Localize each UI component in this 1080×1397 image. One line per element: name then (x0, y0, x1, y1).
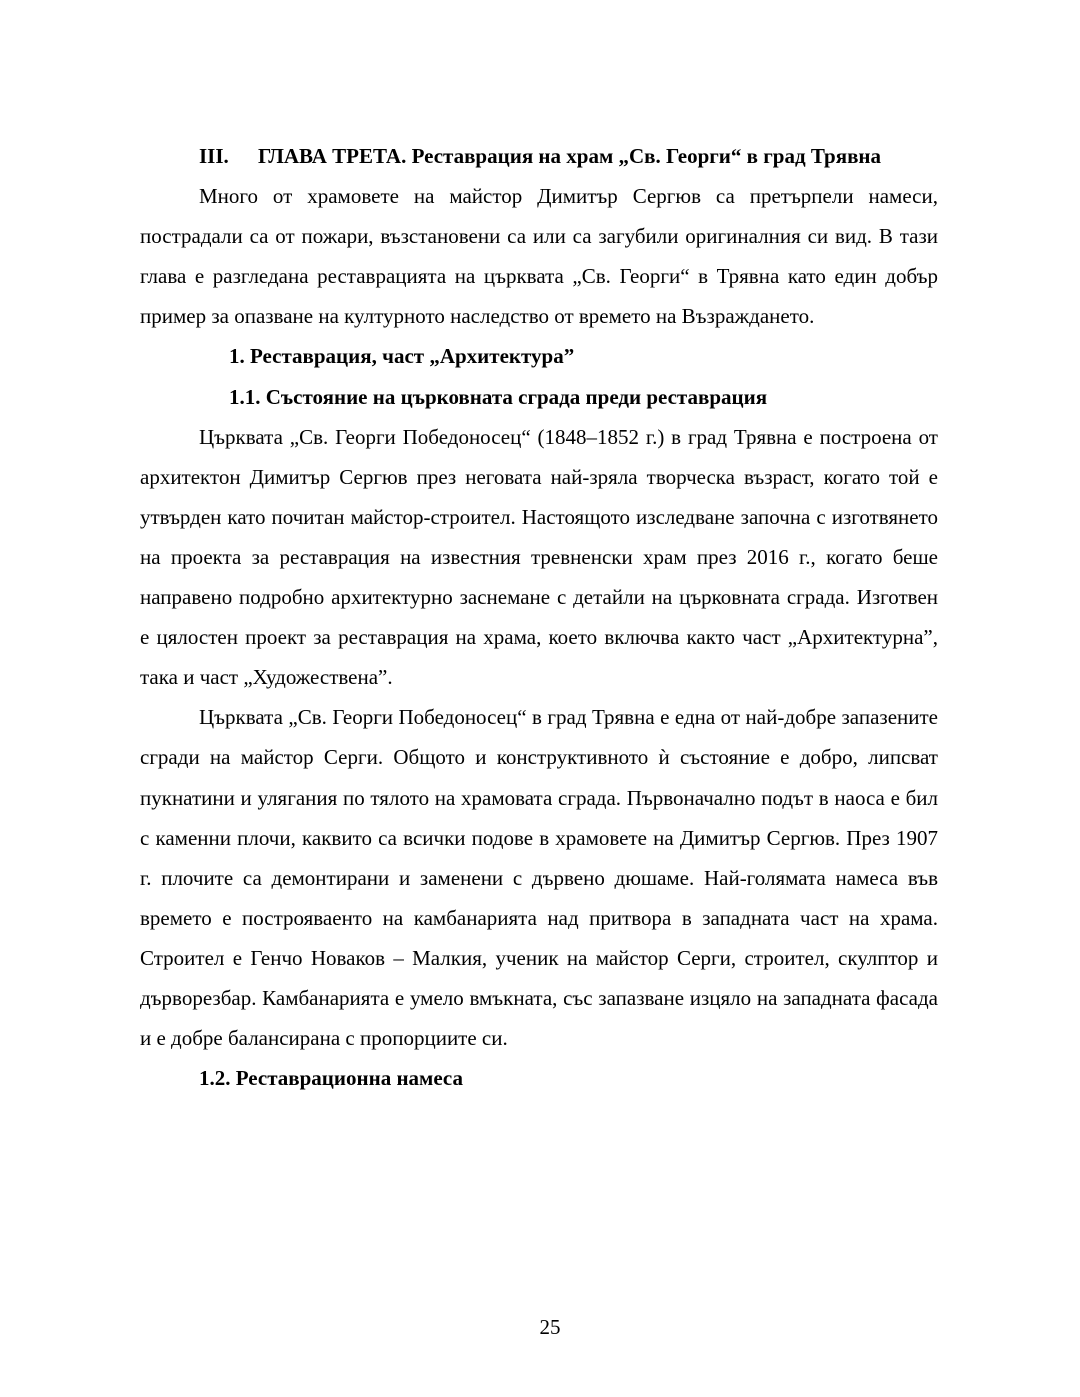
body-paragraph: Църквата „Св. Георги Победоносец“ в град Трявна е една от най-добре запазените сгради на майстор Серги. Общото и конструктивното ѝ състояние е добро, липсват пукнатини и улягания по тялото на храмовата сграда. Първоначално подът в наоса е бил с каменни плочи, каквито са всички подове в храмовете на Димитър Сергюв. През 1907 г. плочите са демонтирани и заменени с дървено дюшаме. Най-голямата намеса във времето е построяваенто на камбанарията над притвора в западната част на храма. Строител е Генчо Новаков – Малкия, ученик на майстор Серги, строител, скулптор и дърворезбар. Камбанарията е умело вмъкната, със запазване изцяло на западната фасада и е добре балансирана с пропорциите си. (140, 705, 938, 1051)
section-1-heading: 1. Реставрация, част „Архитектура” (229, 344, 575, 369)
section-1-1-heading: 1.1. Състояние на църковната сграда преди реставрация (229, 384, 768, 409)
body-paragraph: Църквата „Св. Георги Победоносец“ (1848–1852 г.) в град Трявна е построена от архитектон Димитър Сергюв през неговата най-зряла творческа възраст, когато той е утвърден като почитан майстор-строител. Настоящото изследване започна с изготвянето на проекта за реставрация на известния тревненски храм през 2016 г., когато беше направено подробно архитектурно заснемане с детайли на църковната сграда. Изготвен е цялостен проект за реставрация на храма, което включва както част „Архитектурна”, така и част „Художествена”. (140, 424, 938, 690)
section-1-2-heading: 1.2. Реставрационна намеса (199, 1066, 463, 1091)
chapter-title: ГЛАВА ТРЕТА. Реставрация на храм „Св. Георги“ в град Трявна (258, 144, 882, 168)
page-content (140, 136, 938, 1098)
chapter-heading (199, 136, 938, 176)
chapter-number: III. (199, 144, 229, 168)
intro-paragraph: Много от храмовете на майстор Димитър Сергюв са претърпели намеси, пострадали са от пожари, възстановени са или са загубили оригиналния си вид. В тази глава е разгледана реставрацията на църквата „Св. Георги“ в Трявна като един добър пример за опазване на културното наследство от времето на Възраждането. (140, 184, 938, 329)
page-number: 25 (539, 1315, 561, 1339)
